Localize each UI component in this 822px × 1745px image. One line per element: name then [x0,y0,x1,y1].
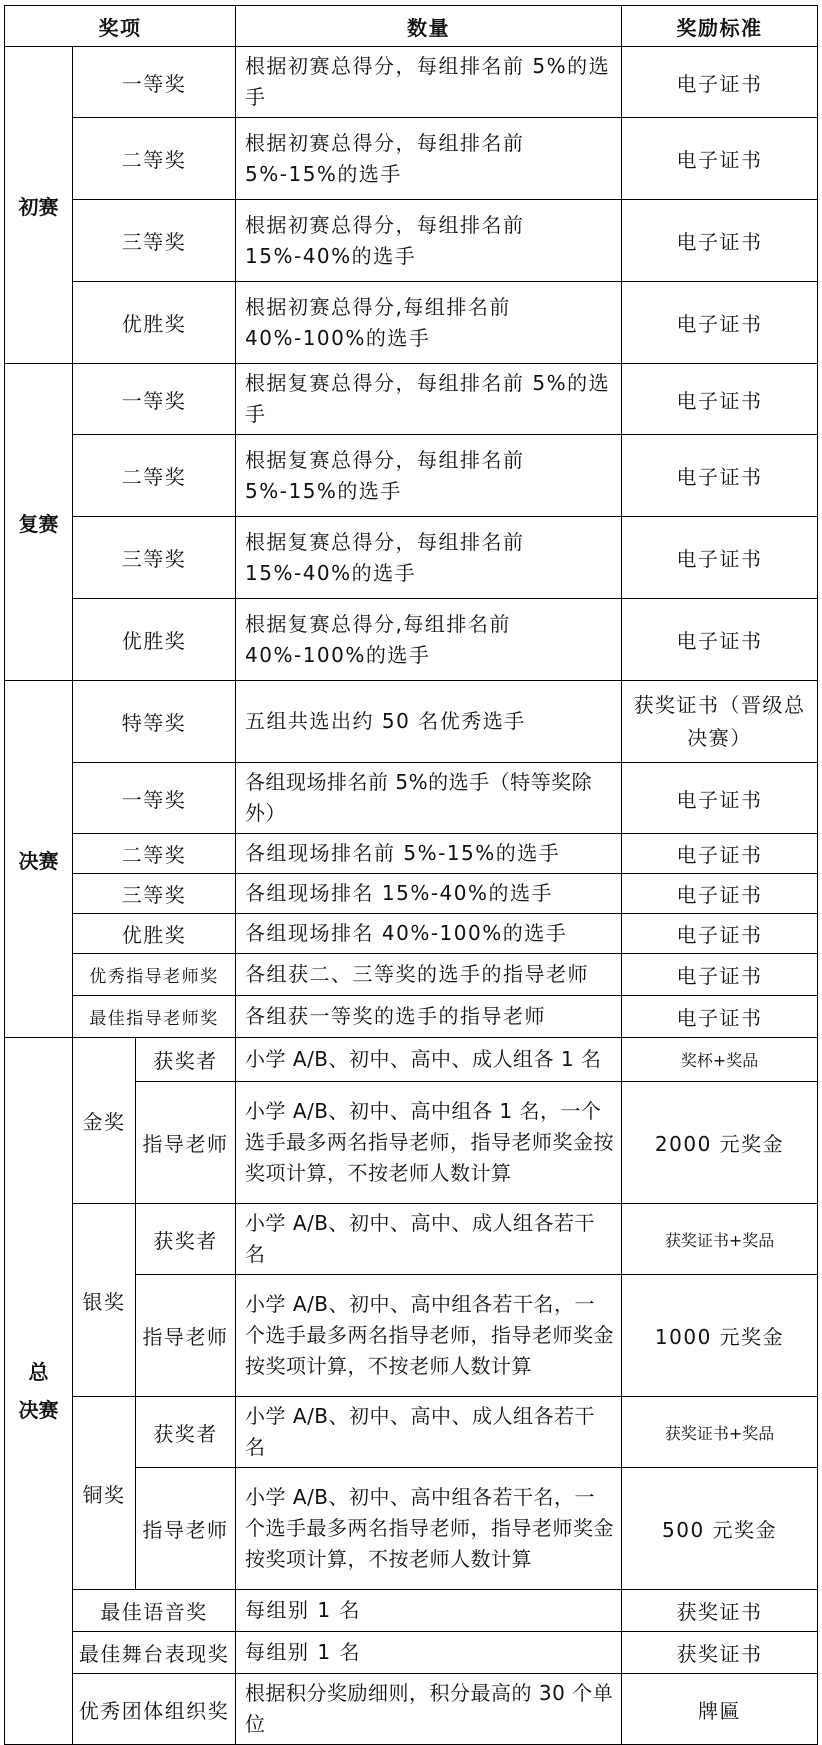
award-name: 最佳指导老师奖 [73,996,236,1038]
standard-cell: 2000 元奖金 [622,1082,818,1204]
standard-cell: 电子证书 [622,763,818,834]
quantity-cell: 根据初赛总得分,每组排名前 40%-100%的选手 [236,282,622,364]
quantity-cell: 五组共选出约 50 名优秀选手 [236,681,622,763]
table-row [5,954,818,996]
standard-cell: 获奖证书 [622,1590,818,1632]
award-name: 二等奖 [73,118,236,200]
category-grand-final [5,1038,73,1745]
quantity-cell: 每组别 1 名 [236,1590,622,1632]
award-name: 优胜奖 [73,282,236,364]
table-row [5,282,818,364]
award-name: 一等奖 [73,364,236,435]
standard-cell: 获奖证书 [622,1632,818,1674]
silver-winner-label: 获奖者 [136,1204,236,1275]
quantity-cell: 根据初赛总得分，每组排名前 5%的选手 [236,47,622,118]
table-row [5,118,818,200]
quantity-cell: 每组别 1 名 [236,1632,622,1674]
standard-cell: 电子证书 [622,599,818,681]
standard-cell: 500 元奖金 [622,1468,818,1590]
category-final: 决赛 [5,681,73,1038]
table-row [5,517,818,599]
standard-cell: 电子证书 [622,118,818,200]
award-name: 三等奖 [73,517,236,599]
standard-cell: 电子证书 [622,282,818,364]
grand-final-label-line1: 总 [28,1360,49,1384]
gold-winner-label: 获奖者 [136,1038,236,1082]
table-row [5,1674,818,1745]
standard-cell: 电子证书 [622,200,818,282]
standard-cell: 电子证书 [622,874,818,914]
standard-cell: 电子证书 [622,996,818,1038]
award-name: 最佳舞台表现奖 [73,1632,236,1674]
table-row [5,364,818,435]
quantity-cell: 根据复赛总得分，每组排名前 5%-15%的选手 [236,435,622,517]
award-name: 优秀指导老师奖 [73,954,236,996]
category-semifinal: 复赛 [5,364,73,681]
quantity-cell: 各组现场排名前 5%的选手（特等奖除外） [236,763,622,834]
quantity-cell: 小学 A/B、初中、高中、成人组各若干名 [236,1204,622,1275]
header-standard: 奖励标准 [622,6,818,47]
award-name: 三等奖 [73,874,236,914]
award-name: 一等奖 [73,763,236,834]
silver-teacher-label: 指导老师 [136,1275,236,1397]
award-name: 优胜奖 [73,914,236,954]
quantity-cell: 根据复赛总得分，每组排名前 5%的选手 [236,364,622,435]
bronze-winner-label: 获奖者 [136,1397,236,1468]
table-row [5,1590,818,1632]
award-name: 二等奖 [73,834,236,874]
table-row [5,1632,818,1674]
quantity-cell: 小学 A/B、初中、高中、成人组各若干名 [236,1397,622,1468]
standard-cell: 获奖证书+奖品 [622,1397,818,1468]
table-row [5,200,818,282]
standard-cell: 电子证书 [622,47,818,118]
standard-cell: 1000 元奖金 [622,1275,818,1397]
quantity-cell: 小学 A/B、初中、高中组各若干名，一个选手最多两名指导老师，指导老师奖金按奖项计算，不按老师人数计算 [236,1275,622,1397]
table-row [5,47,818,118]
standard-cell: 获奖证书（晋级总决赛） [622,681,818,763]
table-row [5,681,818,763]
standard-cell: 电子证书 [622,517,818,599]
header-row [5,6,818,47]
bronze-teacher-label: 指导老师 [136,1468,236,1590]
quantity-cell: 根据积分奖励细则，积分最高的 30 个单位 [236,1674,622,1745]
quantity-cell: 根据复赛总得分，每组排名前 15%-40%的选手 [236,517,622,599]
standard-cell: 电子证书 [622,435,818,517]
standard-cell: 电子证书 [622,364,818,435]
header-award: 奖项 [5,6,236,47]
category-preliminary: 初赛 [5,47,73,364]
quantity-cell: 各组现场排名前 5%-15%的选手 [236,834,622,874]
bronze-award-label: 铜奖 [73,1397,136,1590]
standard-cell: 牌匾 [622,1674,818,1745]
award-name: 一等奖 [73,47,236,118]
table-row [5,1038,818,1082]
table-row [5,996,818,1038]
quantity-cell: 根据复赛总得分,每组排名前 40%-100%的选手 [236,599,622,681]
gold-award-label: 金奖 [73,1038,136,1204]
standard-cell: 电子证书 [622,914,818,954]
table-row [5,599,818,681]
table-row [5,874,818,914]
table-row [5,1397,818,1468]
award-name: 最佳语音奖 [73,1590,236,1632]
quantity-cell: 各组获一等奖的选手的指导老师 [236,996,622,1038]
quantity-cell: 根据初赛总得分，每组排名前 15%-40%的选手 [236,200,622,282]
table-row [5,834,818,874]
quantity-cell: 各组现场排名 40%-100%的选手 [236,914,622,954]
quantity-cell: 各组现场排名 15%-40%的选手 [236,874,622,914]
table-row [5,435,818,517]
table-row [5,914,818,954]
standard-cell: 奖杯+奖品 [622,1038,818,1082]
table-row [5,763,818,834]
standard-cell: 电子证书 [622,954,818,996]
quantity-cell: 小学 A/B、初中、高中、成人组各 1 名 [236,1038,622,1082]
standard-cell: 获奖证书+奖品 [622,1204,818,1275]
award-name: 特等奖 [73,681,236,763]
quantity-cell: 各组获二、三等奖的选手的指导老师 [236,954,622,996]
quantity-cell: 小学 A/B、初中、高中组各 1 名，一个选手最多两名指导老师，指导老师奖金按奖项计算，不按老师人数计算 [236,1082,622,1204]
grand-final-label-line2: 决赛 [18,1398,59,1422]
standard-cell: 电子证书 [622,834,818,874]
table-row [5,1204,818,1275]
award-name: 优秀团体组织奖 [73,1674,236,1745]
gold-teacher-label: 指导老师 [136,1082,236,1204]
header-quantity: 数量 [236,6,622,47]
award-name: 优胜奖 [73,599,236,681]
award-name: 三等奖 [73,200,236,282]
silver-award-label: 银奖 [73,1204,136,1397]
quantity-cell: 小学 A/B、初中、高中组各若干名，一个选手最多两名指导老师，指导老师奖金按奖项计算，不按老师人数计算 [236,1468,622,1590]
quantity-cell: 根据初赛总得分，每组排名前 5%-15%的选手 [236,118,622,200]
awards-table [4,5,818,1745]
award-name: 二等奖 [73,435,236,517]
